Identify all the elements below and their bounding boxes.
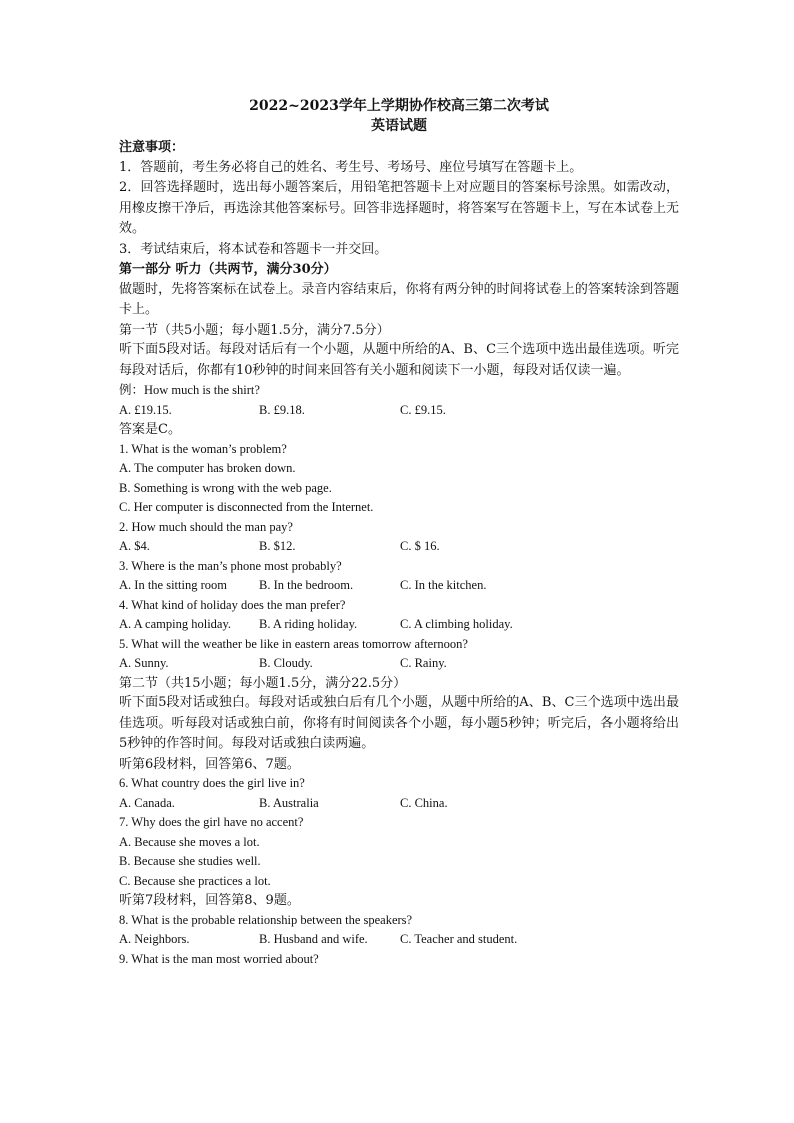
option-a: A. In the sitting room <box>119 578 227 592</box>
q3-options <box>119 576 679 596</box>
q4-options <box>119 615 679 635</box>
q6-options <box>119 794 679 814</box>
q7-option-b: B. Because she studies well. <box>119 854 261 868</box>
question-8: 8. What is the probable relationship between the speakers? <box>119 912 413 927</box>
option-a: A. A camping holiday. <box>119 617 232 631</box>
option-b: B. Australia <box>259 795 319 810</box>
material-7-heading: 听第7段材料，回答第8、9题。 <box>119 893 300 908</box>
section2-intro: 听下面5段对话或独白。每段对话或独白后有几个小题，从题中所给的A、B、C三个选项中选出最佳选项。听每段对话或独白前，你将有时间阅读各个小题，每小题5秒钟；听完后，各小题将给出5秒钟的作答时间。每段对话或独白读两遍。 <box>119 695 679 751</box>
option-c: C. China. <box>400 795 448 810</box>
exam-page <box>119 96 679 969</box>
note-2: 2．回答选择题时，选出每小题答案后，用铅笔把答题卡上对应题目的答案标号涂黑。如需改动，用橡皮擦干净后，再选涂其他答案标号。回答非选择题时，将答案写在答题卡上，写在本试卷上无效。 <box>119 180 679 236</box>
q1-option-b: B. Something is wrong with the web page. <box>119 480 332 495</box>
option-a: A. £19.15. <box>119 402 172 417</box>
q7-option-a: A. Because she moves a lot. <box>119 834 260 849</box>
section2-heading: 第二节（共15小题；每小题1.5分，满分22.5分） <box>119 675 407 691</box>
q1-option-c: C. Her computer is disconnected from the Internet. <box>119 500 374 514</box>
option-b: B. £9.18. <box>259 402 305 417</box>
option-c: C. Teacher and student. <box>400 932 518 946</box>
material-6-heading: 听第6段材料，回答第6、7题。 <box>119 756 300 772</box>
notes-heading: 注意事项： <box>119 140 185 155</box>
option-a: A. Sunny. <box>119 656 169 670</box>
option-b: B. $12. <box>259 539 296 553</box>
option-c: C. $ 16. <box>400 539 440 553</box>
question-7: 7. Why does the girl have no accent? <box>119 815 304 829</box>
option-b: B. A riding holiday. <box>259 617 358 631</box>
question-3: 3. Where is the man’s phone most probably? <box>119 558 342 573</box>
option-b: B. In the bedroom. <box>259 578 354 592</box>
option-c: C. Rainy. <box>400 656 447 670</box>
example-answer: 答案是C。 <box>119 422 181 437</box>
option-c: C. In the kitchen. <box>400 578 487 592</box>
option-c: C. A climbing holiday. <box>400 617 513 631</box>
option-a: A. Neighbors. <box>119 932 190 946</box>
option-a: A. $4. <box>119 539 150 553</box>
q8-options <box>119 930 679 950</box>
section1-intro: 听下面5段对话。每段对话后有一个小题，从题中所给的A、B、C三个选项中选出最佳选项。听完每段对话后，你都有10秒钟的时间来回答有关小题和阅读下一小题，每段对话仅读一遍。 <box>119 342 679 378</box>
example-options <box>119 401 679 421</box>
q5-options <box>119 654 679 674</box>
question-4: 4. What kind of holiday does the man prefer? <box>119 597 346 612</box>
example-question: 例：How much is the shirt? <box>119 383 260 397</box>
note-1: 1．答题前，考生务必将自己的姓名、考生号、考场号、座位号填写在答题卡上。 <box>119 159 583 175</box>
question-9: 9. What is the man most worried about? <box>119 951 319 966</box>
question-2: 2. How much should the man pay? <box>119 519 293 534</box>
note-3: 3．考试结束后，将本试卷和答题卡一并交回。 <box>119 241 388 257</box>
q7-option-c: C. Because she practices a lot. <box>119 873 271 888</box>
question-6: 6. What country does the girl live in? <box>119 776 305 790</box>
question-5: 5. What will the weather be like in eastern areas tomorrow afternoon? <box>119 636 468 651</box>
option-a: A. Canada. <box>119 795 175 810</box>
q2-options <box>119 537 679 557</box>
option-b: B. Husband and wife. <box>259 932 368 946</box>
exam-title: 2022~2023学年上学期协作校高三第二次考试 <box>249 98 549 114</box>
q1-option-a: A. The computer has broken down. <box>119 461 296 475</box>
section1-heading: 第一节（共5小题；每小题1.5分，满分7.5分） <box>119 322 390 338</box>
exam-subtitle: 英语试题 <box>371 118 427 134</box>
option-b: B. Cloudy. <box>259 656 313 670</box>
part1-heading: 第一部分 听力（共两节，满分30分） <box>119 262 337 277</box>
part1-intro: 做题时，先将答案标在试卷上。录音内容结束后，你将有两分钟的时间将试卷上的答案转涂到答题卡上。 <box>119 281 679 317</box>
question-1: 1. What is the woman’s problem? <box>119 441 287 456</box>
option-c: C. £9.15. <box>400 402 446 417</box>
